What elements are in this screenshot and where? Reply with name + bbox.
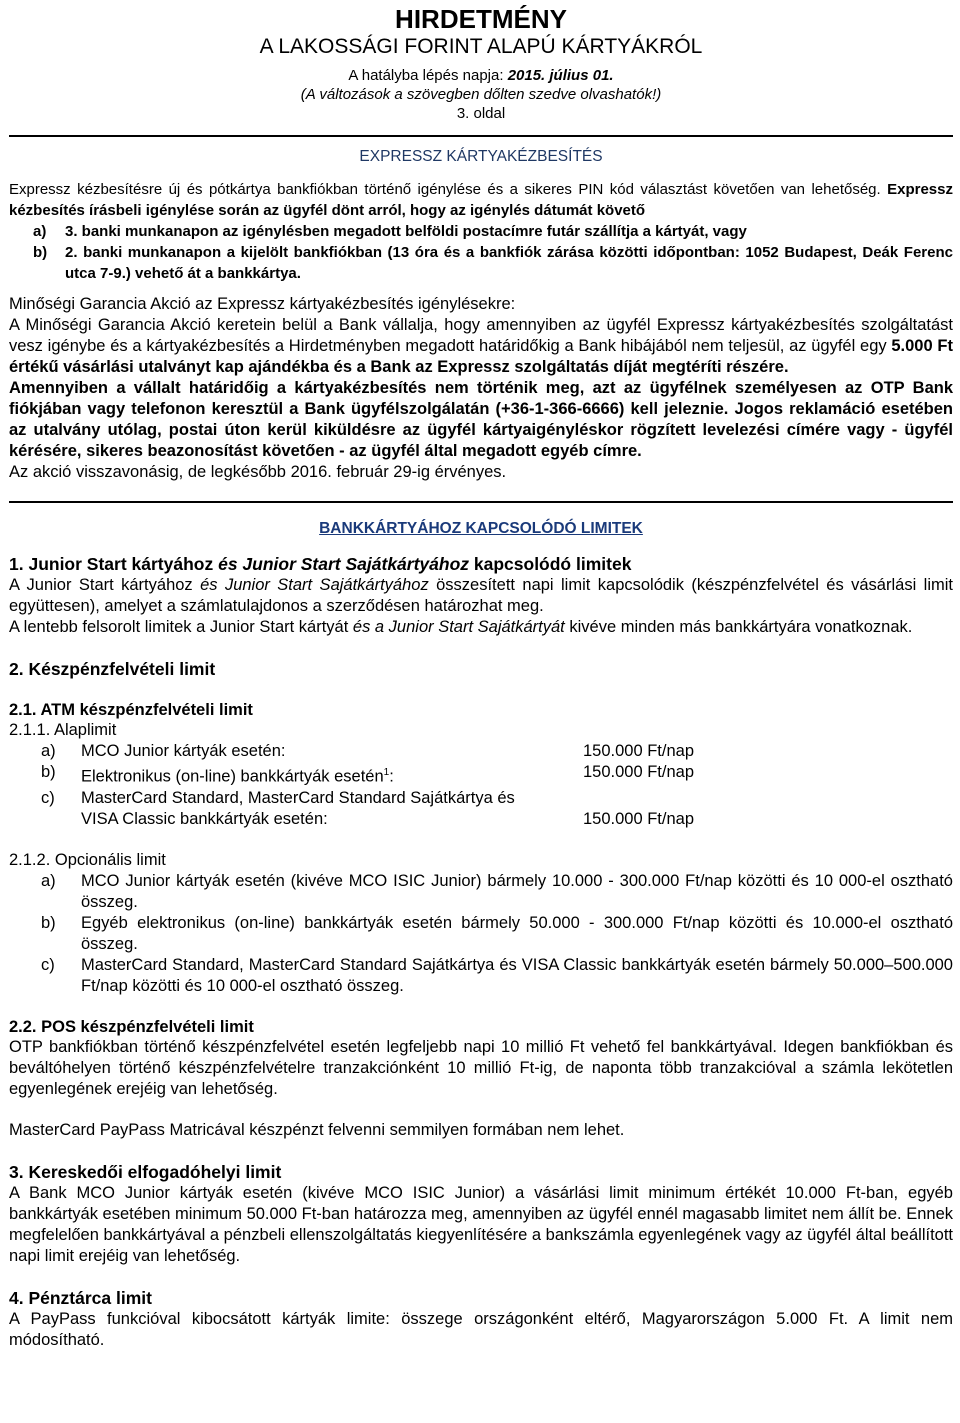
section-1-paragraph (9, 617, 953, 638)
base-limit-text: MCO Junior kártyák esetén: (81, 742, 286, 760)
effective-date-line (9, 66, 953, 85)
section-4-paragraph: A PayPass funkcióval kibocsátott kártyák limite: összege országonként eltérő, Magyarországon 5.000 Ft. A limit nem módosítható. (9, 1309, 953, 1349)
guarantee-paragraph: Amennyiben a vállalt határidőig a kártyakézbesítés nem történik meg, azt az ügyfélnek személyesen az OTP Bank fiókjában vagy telefonon keresztül a Bank ügyfélszolgálatán (+36-1-366-6666) kell jeleznie. Jogos reklamáció esetében az utalvány utólag, postai úton kerül kiküldésre az ügyfél kártyaigényléskor rögzített levelezési címére vagy - ügyfél kérésére, sikeres beazonosítást követően - az ügyfél által megadott egyéb címre. (9, 379, 953, 460)
base-limit-label: c) (41, 788, 55, 807)
text-part: A Junior Start kártyához (9, 576, 201, 594)
section-4-heading: 4. Pénztárca limit (9, 1287, 152, 1308)
optional-limit-text: Egyéb elektronikus (on-line) bankkártyák esetén bármely 50.000 - 300.000 Ft/nap közötti és 10.000-el osztható összeg. (81, 913, 953, 953)
base-limit-row (9, 762, 953, 788)
optional-limit-row (9, 955, 953, 997)
footnote-ref: 1 (383, 767, 390, 778)
section-2-1-heading: 2.1. ATM készpénzfelvételi limit (9, 701, 253, 719)
express-option (9, 221, 953, 242)
text-part: kivéve minden más bankkártyára vonatkoznak. (564, 618, 913, 636)
guarantee-text-a: A Minőségi Garancia Akció keretein belül a Bank vállalja, hogy amennyiben az ügyfél Expressz kártyakézbesítés szolgáltatást vesz igénybe és a kártyakézbesítés a Hirdetményben megadott határidőkig a Bank hibájából nem teljesül, az ügyfél egy (9, 316, 953, 355)
heading-part: kapcsolódó limitek (469, 554, 632, 574)
optional-limit-label: c) (41, 955, 55, 974)
base-limit-row (9, 741, 953, 762)
express-intro (9, 179, 953, 221)
effective-date: 2015. július 01. (507, 67, 614, 84)
section-2-1-1-heading: 2.1.1. Alaplimit (9, 721, 117, 739)
section-3-heading: 3. Kereskedői elfogadóhelyi limit (9, 1161, 282, 1182)
heading-part: 1. Junior Start kártyához (9, 554, 219, 574)
base-limit-value: 150.000 Ft/nap (583, 763, 695, 781)
base-limit-value: 150.000 Ft/nap (583, 809, 695, 828)
guarantee-paragraph (9, 315, 953, 378)
express-option-label: b) (33, 244, 48, 261)
base-limit-label: b) (41, 763, 56, 781)
express-option-label: a) (33, 223, 47, 240)
base-limit-text-wrap (81, 788, 583, 830)
document-title: HIRDETMÉNY (395, 4, 567, 34)
text-part: összesített napi limit kapcsolódik (készpénzfelvétel és vásárlási limit együttesen), amelyet a számlatulajdonos a szerződésen határozhat meg. (9, 576, 953, 615)
changes-note: (A változások a szövegben dőlten szedve olvashatók!) (300, 86, 662, 103)
limits-section-title: BANKKÁRTYÁHOZ KAPCSOLÓDÓ LIMITEK (319, 520, 643, 537)
guarantee-text-b: 5.000 Ft értékű vásárlási utalványt kap ajándékba és a Bank az Expressz szolgáltatás díját megtéríti részére. (9, 337, 953, 376)
optional-limit-row (9, 913, 953, 955)
base-limit-text-wrap (81, 762, 583, 788)
section-1-paragraph (9, 575, 953, 617)
express-option-text: 2. banki munkanapon a kijelölt bankfiókban (13 óra és a bankfiók zárása közötti időpontban: 1052 Budapest, Deák Ferenc utca 7-9.) vehető át a bankkártya. (65, 244, 953, 282)
guarantee-title: Minőségi Garancia Akció az Expressz kártyakézbesítés igénylésekre: (9, 295, 516, 313)
section-2-2-paragraph: OTP bankfiókban történő készpénzfelvétel esetén legfeljebb napi 10 millió Ft vehető fel bankkártyával. Idegen bankfiókban és beváltóhelyen történő készpénzfelvételre tranzakciónként 10 millió Ft-ig, de naponta több tranzakcióval a számla lekötetlen egyenlegének erejéig van lehetőség. (9, 1037, 953, 1098)
optional-limit-label: a) (41, 871, 56, 890)
optional-limit-text: MasterCard Standard, MasterCard Standard Sajátkártya és VISA Classic bankkártyák esetén bármely 50.000–500.000 Ft/nap közötti és 10 000-el osztható összeg. (81, 955, 953, 995)
text-part-italic: és a Junior Start Sajátkártyát (352, 618, 565, 636)
express-option-text: 3. banki munkanapon az igénylésben megadott belföldi postacímre futár szállítja a kártyát, vagy (65, 223, 747, 240)
heading-part-italic: és Junior Start Sajátkártyához (218, 554, 470, 574)
section-2-1-2-heading: 2.1.2. Opcionális limit (9, 850, 166, 869)
express-option (9, 242, 953, 284)
base-limit-row (9, 788, 953, 830)
optional-limit-text: MCO Junior kártyák esetén (kivéve MCO ISIC Junior) bármely 10.000 - 300.000 Ft/nap közötti és 10 000-el osztható összeg. (81, 871, 953, 911)
document-page (9, 0, 953, 1351)
express-intro-plain: Expressz kézbesítésre új és pótkártya bankfiókban történő igénylése és a sikeres PIN kód választást követően van lehetőség. (9, 181, 881, 198)
section-2-2-heading: 2.2. POS készpénzfelvételi limit (9, 1017, 254, 1036)
document-subtitle: A LAKOSSÁGI FORINT ALAPÚ KÁRTYÁKRÓL (259, 35, 703, 58)
base-limit-text: MasterCard Standard, MasterCard Standard Sajátkártya és (81, 788, 515, 807)
base-limit-value: 150.000 Ft/nap (583, 742, 695, 760)
base-limit-text: VISA Classic bankkártyák esetén: (81, 809, 328, 828)
section-2-2-paragraph: MasterCard PayPass Matricával készpénzt felvenni semmilyen formában nem lehet. (9, 1120, 625, 1139)
guarantee-validity: Az akció visszavonásig, de legkésőbb 2016. február 29-ig érvényes. (9, 463, 507, 481)
base-limit-label: a) (41, 742, 56, 760)
base-limit-suffix: : (389, 767, 394, 786)
optional-limit-label: b) (41, 913, 56, 932)
page-number: 3. oldal (456, 105, 506, 122)
optional-limit-row (9, 871, 953, 913)
base-limit-text: Elektronikus (on-line) bankkártyák esetén (81, 767, 384, 786)
express-section-title: EXPRESSZ KÁRTYAKÉZBESÍTÉS (359, 148, 603, 165)
express-intro-bold: Expressz kézbesítés írásbeli igénylése során az ügyfél dönt arról, hogy az igénylés dátumát követő (9, 181, 953, 219)
text-part: A lentebb felsorolt limitek a Junior Start kártyát (9, 618, 353, 636)
section-3-paragraph: A Bank MCO Junior kártyák esetén (kivéve MCO ISIC Junior) a vásárlási limit minimum értékét 10.000 Ft-ban, egyéb bankkártyák esetében minimum 50.000 Ft-ban határozza meg, amennyiben az ügyfél ennél magasabb limitet nem állít be. Ennek megfelelően bankkártyával a pénzbeli ellenszolgáltatás kiegyenlítésére a bankszámla egyenlegének vagy az ügyfél által beállított napi limit erejéig van lehetőség. (9, 1183, 953, 1265)
section-2-heading: 2. Készpénzfelvételi limit (9, 659, 216, 679)
text-part-italic: és Junior Start Sajátkártyához (200, 576, 429, 594)
divider (9, 501, 953, 503)
section-1-heading (9, 553, 953, 575)
divider (9, 135, 953, 137)
effective-label: A hatályba lépés napja: (348, 67, 504, 84)
